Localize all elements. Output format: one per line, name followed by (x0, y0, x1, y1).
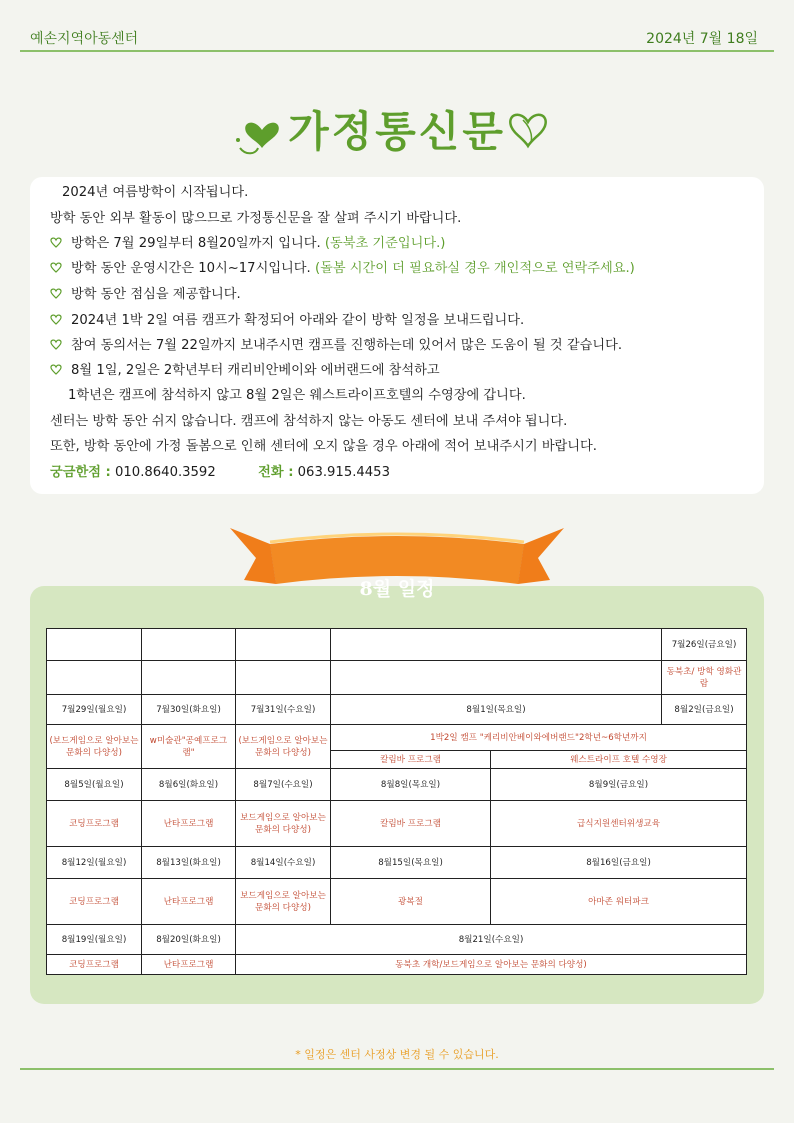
footnote: * 일정은 센터 사정상 변경 될 수 있습니다. (295, 1048, 499, 1061)
schedule-table (46, 628, 747, 975)
issue-date: 2024년 7월 18일 (646, 31, 758, 47)
table-cell: 칼림바 프로그램 (331, 751, 491, 769)
table-row (47, 661, 747, 695)
table-cell: 8월1일(목요일) (331, 695, 662, 725)
heart-bullet-icon (50, 260, 62, 278)
table-cell: 8월2일(금요일) (662, 695, 747, 725)
table-cell: 코딩프로그램 (47, 801, 142, 847)
notice-line: 센터는 방학 동안 쉬지 않습니다. 캠프에 참석하지 않는 아동도 센터에 보내 주셔야 됩니다. (50, 414, 568, 429)
schedule-heading: 8월 일정 (359, 578, 435, 600)
table-cell: 7월29일(월요일) (47, 695, 142, 725)
table-cell: 7월30일(화요일) (142, 695, 236, 725)
contact-line: 궁금한점 : 010.8640.3592 전화 : 063.915.4453 (50, 465, 390, 480)
table-cell: 칼림바 프로그램 (331, 801, 491, 847)
bottom-divider (20, 1068, 774, 1070)
heart-bullet-icon (50, 235, 62, 253)
table-row (47, 695, 747, 725)
table-row (47, 955, 747, 975)
table-cell: 동북초 개학/보드게임으로 알아보는 문화의 다양성) (236, 955, 747, 975)
title-area (0, 92, 794, 172)
notice-line: 방학 동안 외부 활동이 많으므로 가정통신문을 잘 살펴 주시기 바랍니다. (50, 211, 462, 226)
table-row (47, 925, 747, 955)
table-row (47, 725, 747, 751)
table-cell: 7월26일(금요일) (662, 629, 747, 661)
table-cell: 1박2일 캠프 "케리비안베이와에버랜드"2학년~6학년까지 (331, 725, 747, 751)
table-cell: 8월6일(화요일) (142, 769, 236, 801)
page-title: 가정통신문 (288, 107, 506, 156)
table-cell: 보드게임으로 알아보는 문화의 다양성) (236, 879, 331, 925)
table-cell: 8월7일(수요일) (236, 769, 331, 801)
table-cell: 코딩프로그램 (47, 955, 142, 975)
table-row (47, 847, 747, 879)
table-row (47, 769, 747, 801)
heart-bullet-icon (50, 312, 62, 330)
table-cell: 8월15일(목요일) (331, 847, 491, 879)
notice-bullet: 참여 동의서는 7월 22일까지 보내주시면 캠프를 진행하는데 있어서 많은 도움이 될 것 같습니다. (50, 337, 622, 355)
table-cell: 8월5일(월요일) (47, 769, 142, 801)
table-cell: 8월14일(수요일) (236, 847, 331, 879)
table-cell: w미술관"공예프로그램" (142, 725, 236, 769)
table-cell: 난타프로그램 (142, 801, 236, 847)
table-cell: 아마존 워터파크 (491, 879, 747, 925)
heart-bullet-icon (50, 362, 62, 380)
table-cell: 8월12일(월요일) (47, 847, 142, 879)
table-row (47, 879, 747, 925)
table-cell: 7월31일(수요일) (236, 695, 331, 725)
table-cell: 광복절 (331, 879, 491, 925)
notice-line: 1학년은 캠프에 참석하지 않고 8월 2일은 웨스트라이프호텔의 수영장에 갑니다. (68, 388, 526, 403)
table-row (47, 801, 747, 847)
table-row (47, 629, 747, 661)
table-cell: 웨스트라이프 호텔 수영장 (491, 751, 747, 769)
notice-bullet: 2024년 1박 2일 여름 캠프가 확정되어 아래와 같이 방학 일정을 보내드립니다. (50, 312, 524, 330)
table-cell: 8월16일(금요일) (491, 847, 747, 879)
table-cell: (보드게임으로 알아보는 문화의 다양성) (47, 725, 142, 769)
heart-left-icon (232, 104, 292, 164)
table-cell: 난타프로그램 (142, 955, 236, 975)
heart-right-icon (503, 104, 553, 154)
table-cell: 8월20일(화요일) (142, 925, 236, 955)
table-cell: 8월21일(수요일) (236, 925, 747, 955)
table-cell: 8월9일(금요일) (491, 769, 747, 801)
notice-bullet: 방학 동안 운영시간은 10시~17시입니다. (돌봄 시간이 더 필요하실 경우 개인적으로 연락주세요.) (50, 260, 635, 278)
notice-intro: 2024년 여름방학이 시작됩니다. (62, 185, 249, 200)
table-cell: 동북초/ 방학 영화관람 (662, 661, 747, 695)
notice-box (30, 177, 764, 494)
notice-bullet: 8월 1일, 2일은 2학년부터 캐리비안베이와 에버랜드에 참석하고 (50, 362, 440, 380)
notice-bullet: 방학은 7월 29일부터 8월20일까지 입니다. (동북초 기준입니다.) (50, 235, 445, 253)
table-cell: 보드게임으로 알아보는 문화의 다양성) (236, 801, 331, 847)
heart-bullet-icon (50, 286, 62, 304)
notice-line: 또한, 방학 동안에 가정 돌봄으로 인해 센터에 오지 않을 경우 아래에 적어 보내주시기 바랍니다. (50, 439, 597, 454)
table-cell: 급식지원센터위생교육 (491, 801, 747, 847)
table-cell: 8월8일(목요일) (331, 769, 491, 801)
table-cell: 8월19일(월요일) (47, 925, 142, 955)
notice-bullet: 방학 동안 점심을 제공합니다. (50, 286, 241, 304)
organization-name: 예손지역아동센터 (30, 31, 139, 47)
heart-bullet-icon (50, 337, 62, 355)
header-bar (20, 26, 774, 52)
table-cell: (보드게임으로 알아보는 문화의 다양성) (236, 725, 331, 769)
table-cell: 코딩프로그램 (47, 879, 142, 925)
table-cell: 난타프로그램 (142, 879, 236, 925)
table-cell: 8월13일(화요일) (142, 847, 236, 879)
